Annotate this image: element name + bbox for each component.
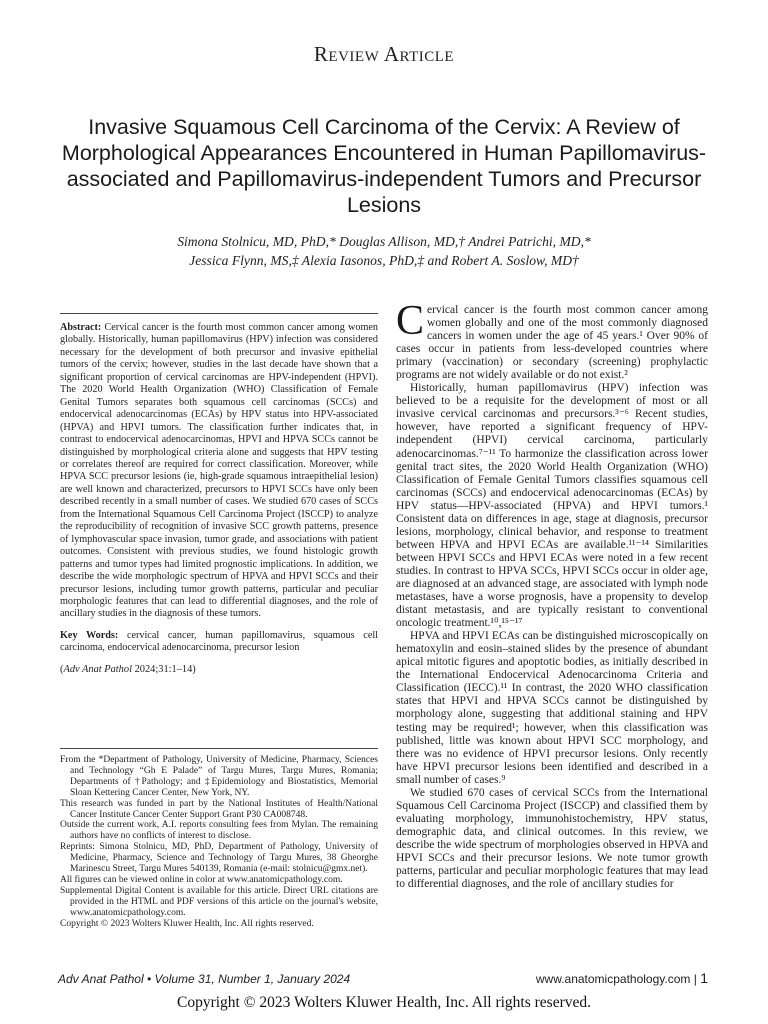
- citation: (Adv Anat Pathol 2024;31:1–14): [60, 663, 196, 675]
- body-paragraph: We studied 670 cases of cervical SCCs from the International Squamous Cell Carcinoma Project (ISCCP) and classified them by evaluating morphology, immunohistochemistry, HPV status, demographic data, and clinical outcomes. In this review, we describe the wide spectrum of morphologies observed in HPVA and HPVI SCCs and their precursor lesions. We note tumor growth patterns, particular and peculiar morphologic features that may lead to differential diagnoses, and the role of ancillary studies for: [396, 786, 708, 891]
- supplemental-note: Supplemental Digital Content is available for this article. Direct URL citations are provided in the HTML and PDF versions of this article on the journal's website, www.anatomicpathology.com.: [60, 885, 378, 918]
- author-list: [90, 232, 678, 270]
- section-label: Review Article: [313, 42, 455, 66]
- conflict-note: Outside the current work, A.I. reports consulting fees from Mylan. The remaining authors have no conflicts of interest to disclose.: [60, 820, 378, 842]
- drop-cap: C: [396, 298, 425, 344]
- journal-url[interactable]: www.anatomicpathology.com: [535, 972, 691, 986]
- affiliation-rule: [60, 748, 378, 749]
- body-paragraph: Historically, human papillomavirus (HPV) infection was believed to be a requisite for the development of most or all invasive cervical carcinomas and precursors.³⁻⁶ Recent studies, however, have reported a significant frequency of HPV-independent (HPVI) cervical carcinoma, particularly adenocarcinomas.⁷⁻¹¹ To harmonize the classification across lower genital tract sites, the 2020 World Health Organization (WHO) Classification of Female Genital Tumors classifies squamous cell carcinomas (SCCs) and endocervical adenocarcinomas (ECAs) by HPV status—HPV-associated (HPVA) and HPVI tumors.¹ Consistent data on differences in age, stage at diagnosis, precursor lesions, morphology, clinical behavior, and response to treatment between HPVA and HPVI ECAs are available.¹¹⁻¹⁴ Similarities between HPVI SCCs and HPVI ECAs were noted in a few recent studies. In contrast to HPVA SCCs, HPVI SCCs occur in older age, are diagnosed at an advanced stage, are associated with lymph node metastases, have a worse prognosis, have a propensity to develop distant metastasis, and are typically resistant to conventional oncologic treatment.¹⁰,¹⁵⁻¹⁷: [396, 382, 708, 630]
- funding-note: This research was funded in part by the National Institutes of Health/National Cancer Institute Cancer Center Support Grant P30 CA008748.: [60, 798, 378, 820]
- keywords-text: cervical cancer, human papillomavirus, squamous cell carcinoma, endocervical adenocarcinoma, precursor lesion: [60, 629, 378, 654]
- body-paragraph-text: ervical cancer is the fourth most common cancer among women globally and one of the most commonly diagnosed cancers in women under the age of 45 years.¹ Over 90% of cases occur in patients from less-developed countries where primary (vaccination) or secondary (screening) prophylactic programs are not widely available or do not exist.²: [396, 304, 708, 382]
- author-line: Jessica Flynn, MS,‡ Alexia Iasonos, PhD,‡ and Robert A. Soslow, MD†: [189, 253, 579, 268]
- author-line: Simona Stolnicu, MD, PhD,* Douglas Allison, MD,† Andrei Patrichi, MD,*: [177, 234, 591, 249]
- citation-journal: Adv Anat Pathol: [63, 663, 132, 675]
- copyright-note: Copyright © 2023 Wolters Kluwer Health, Inc. All rights reserved.: [60, 918, 314, 929]
- page-copyright: Copyright © 2023 Wolters Kluwer Health, Inc. All rights reserved.: [176, 994, 592, 1011]
- body-text-column: [396, 298, 708, 891]
- abstract-block: [60, 322, 378, 676]
- article-title: Invasive Squamous Cell Carcinoma of the Cervix: A Review of Morphological Appearances Encountered in Human Papillomavirus-associated and Papillomavirus-independent Tumors and Precursor Lesions: [61, 115, 707, 217]
- page-number: 1: [700, 970, 708, 986]
- citation-details: 2024;31:1–14): [134, 663, 196, 675]
- keywords: [60, 630, 378, 655]
- journal-footer: Adv Anat Pathol • Volume 31, Number 1, January 2024: [58, 972, 351, 986]
- reprints-note: Reprints: Simona Stolnicu, MD, PhD, Department of Pathology, University of Medicine, Pharmacy, Science and Technology of Targu Mures, 38 Gheorghe Marinescu Street, Targu Mures 540139, Romania (e-mail: stolnicu@gmx.net).: [60, 842, 378, 875]
- figures-note: All figures can be viewed online in color at www.anatomicpathology.com.: [60, 874, 343, 885]
- footer-right: [536, 970, 708, 986]
- footer-separator: |: [693, 972, 697, 986]
- abstract-label: Abstract:: [60, 322, 102, 333]
- affiliations-block: [60, 755, 378, 930]
- abstract-top-rule: [60, 313, 378, 314]
- keywords-label: Key Words:: [60, 629, 119, 641]
- body-paragraph: HPVA and HPVI ECAs can be distinguished microscopically on hematoxylin and eosin–stained slides by the presence of abundant apical mitotic figures and apoptotic bodies, as initially described in the International Endocervical Adenocarcinoma Criteria and Classification (IECC).¹¹ In contrast, the 2020 WHO classification states that HPVI and HPVA SCCs cannot be distinguished by morphology alone, suggesting that additional staining and HPV testing may be required¹; however, when this classification was published, little was known about HPVI SCC morphology, and there was no evidence of HPVI precursor lesions. Only recently have HPVI precursor lesions been identified and described in a small number of cases.⁹: [396, 630, 708, 786]
- abstract-text: Cervical cancer is the fourth most common cancer among women globally. Historically, human papillomavirus (HPV) infection was considered necessary for the development of both precursor and invasive epithelial tumors of the cervix; however, studies in the last decade have shown that a significant proportion of cervical carcinomas are HPV-independent (HPVI). The 2020 World Health Organization (WHO) Classification of Female Genital Tumors separates both squamous cell carcinomas (SCCs) and endocervical adenocarcinomas (ECAs) by HPV status into HPV-associated (HPVA) and HPVI tumors. The classification further indicates that, in contrast to endocervical adenocarcinomas, HPVI and HPVA SCCs cannot be distinguished by morphological criteria alone and suggests that HPV testing or correlates thereof are required for correct classification. Moreover, while HPVA SCC precursor lesions (ie, high-grade squamous intraepithelial lesion) are well known and characterized, precursors to HPVI SCCs have only been described recently in a small number of cases. We studied 670 cases of SCCs from the International Squamous Cell Carcinoma Project (ISCCP) to analyze the reproducibility of recognition of invasive SCC growth patterns, presence of lymphovascular space invasion, tumor grade, and associations with patient outcomes. Consistent with previous studies, we found histologic growth patterns and tumor types had limited prognostic implications. In addition, we describe the wide morphologic spectrum of HPVA and HPVI SCCs and their precursor lesions, including tumor growth patterns, particular and peculiar morphologic features that can lead to differential diagnoses, and the role of ancillary studies in the diagnosis of these tumors.: [60, 322, 378, 620]
- body-paragraph: [396, 298, 708, 382]
- abstract-paragraph: [60, 322, 378, 621]
- affiliation-note: From the *Department of Pathology, University of Medicine, Pharmacy, Sciences and Technology “Gh E Palade” of Targu Mures, Targu Mures, Romania; Departments of †Pathology; and ‡Epidemiology and Biostatistics, Memorial Sloan Kettering Cancer Center, New York, NY.: [60, 755, 378, 798]
